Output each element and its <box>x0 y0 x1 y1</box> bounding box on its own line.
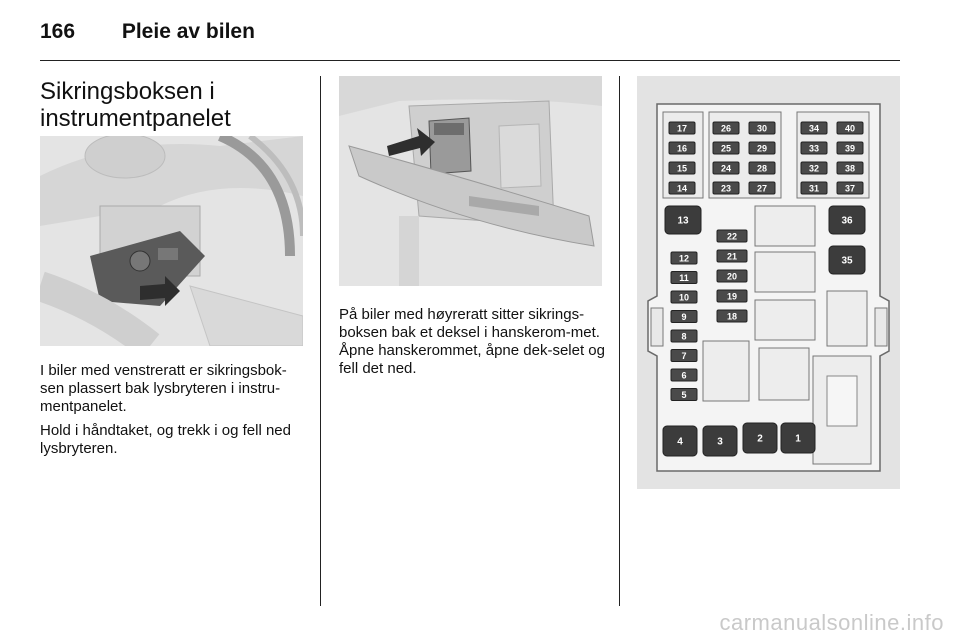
fuse-label: 14 <box>676 183 688 194</box>
fuse-15 <box>669 162 695 174</box>
fuse-7 <box>671 350 697 362</box>
fuse-4 <box>663 426 697 456</box>
fuse-label: 6 <box>681 370 687 381</box>
fuse-29 <box>749 142 775 154</box>
fuse-label: 36 <box>841 215 853 227</box>
fuse-9 <box>671 311 697 323</box>
fuse-label: 24 <box>720 163 732 174</box>
fuse-label: 4 <box>677 436 683 448</box>
fuse-34 <box>801 122 827 134</box>
fuse-label: 11 <box>679 273 689 283</box>
fuse-label: 1 <box>795 433 801 445</box>
section-title: Sikringsboksen i instrumentpanelet <box>40 78 231 132</box>
fuse-label: 16 <box>676 143 688 154</box>
fuse-label: 17 <box>676 123 688 134</box>
fuse-19 <box>717 290 747 302</box>
fuse-14 <box>669 182 695 194</box>
light-switch-illustration <box>40 136 303 346</box>
fuse-22 <box>717 230 747 242</box>
glovebox-illustration <box>339 76 602 286</box>
fuse-35 <box>829 246 865 274</box>
fuse-label: 39 <box>844 143 856 154</box>
fuse-27 <box>749 182 775 194</box>
fuse-1 <box>781 423 815 453</box>
paragraph: På biler med høyreratt sitter sikrings-boksen bak et deksel i hanskerom-met. Åpne hanskerommet, åpne dek-selet og fell det ned. <box>339 306 605 377</box>
fuse-17 <box>669 122 695 134</box>
column-divider-2 <box>619 76 620 606</box>
fuse-label: 38 <box>844 163 856 174</box>
fuse-5 <box>671 389 697 401</box>
paragraph: Hold i håndtaket, og trekk i og fell ned lysbryteren. <box>40 422 291 457</box>
fuse-label: 13 <box>677 215 689 227</box>
page-number: 166 <box>40 20 76 43</box>
fuse-36 <box>829 206 865 234</box>
fuse-30 <box>749 122 775 134</box>
fuse-6 <box>671 369 697 381</box>
fuse-label: 10 <box>678 292 690 303</box>
fuse-label: 29 <box>756 143 768 154</box>
fuse-11 <box>671 272 697 284</box>
footer-watermark: carmanualsonline.info <box>719 610 944 635</box>
fuse-8 <box>671 330 697 342</box>
fuse-26 <box>713 122 739 134</box>
fuse-label: 7 <box>681 351 687 361</box>
fuse-37 <box>837 182 863 194</box>
fusebox-svg <box>637 76 900 489</box>
fuse-label: 19 <box>726 291 738 302</box>
fuse-label: 3 <box>717 436 723 448</box>
fuse-38 <box>837 162 863 174</box>
fuse-23 <box>713 182 739 194</box>
fuse-24 <box>713 162 739 174</box>
fuse-32 <box>801 162 827 174</box>
fuse-39 <box>837 142 863 154</box>
fuse-10 <box>671 291 697 303</box>
fuse-label: 2 <box>757 433 763 445</box>
column2-text <box>339 306 605 384</box>
fuse-label: 9 <box>681 312 687 322</box>
page-header <box>40 20 255 44</box>
fuse-40 <box>837 122 863 134</box>
fuse-label: 33 <box>808 143 820 154</box>
fuse-label: 31 <box>808 183 820 194</box>
fuse-label: 25 <box>720 143 732 154</box>
fuse-label: 15 <box>676 163 688 174</box>
fuse-label: 34 <box>808 123 820 134</box>
fuse-label: 21 <box>726 251 738 262</box>
fuse-label: 18 <box>726 311 738 322</box>
fuse-3 <box>703 426 737 456</box>
column1-text <box>40 362 308 464</box>
paragraph: I biler med venstreratt er sikringsbok-sen plassert bak lysbryteren i instru-mentpanelet. <box>40 362 287 415</box>
fuse-label: 32 <box>808 163 820 174</box>
fuse-21 <box>717 250 747 262</box>
fuse-20 <box>717 270 747 282</box>
fuse-label: 28 <box>756 163 768 174</box>
fuse-33 <box>801 142 827 154</box>
fuse-label: 20 <box>726 271 738 282</box>
column-divider-1 <box>320 76 321 606</box>
fuse-31 <box>801 182 827 194</box>
fuse-16 <box>669 142 695 154</box>
fuse-label: 22 <box>726 231 738 242</box>
fuse-label: 5 <box>681 390 687 400</box>
fuse-label: 23 <box>720 183 732 194</box>
chapter-title: Pleie av bilen <box>121 20 255 43</box>
header-rule <box>40 60 900 61</box>
fuse-label: 35 <box>841 255 853 267</box>
fuse-2 <box>743 423 777 453</box>
fuse-28 <box>749 162 775 174</box>
fuse-label: 27 <box>756 183 768 194</box>
fuse-18 <box>717 310 747 322</box>
fuse-13 <box>665 206 701 234</box>
fuse-12 <box>671 252 697 264</box>
fuse-label: 26 <box>720 123 732 134</box>
fuse-label: 8 <box>681 331 687 342</box>
fuse-label: 12 <box>678 253 690 264</box>
fuse-label: 37 <box>844 183 856 194</box>
fuse-label: 40 <box>844 123 856 134</box>
fuse-label: 30 <box>756 123 768 134</box>
fusebox-diagram <box>637 76 900 489</box>
fuse-25 <box>713 142 739 154</box>
